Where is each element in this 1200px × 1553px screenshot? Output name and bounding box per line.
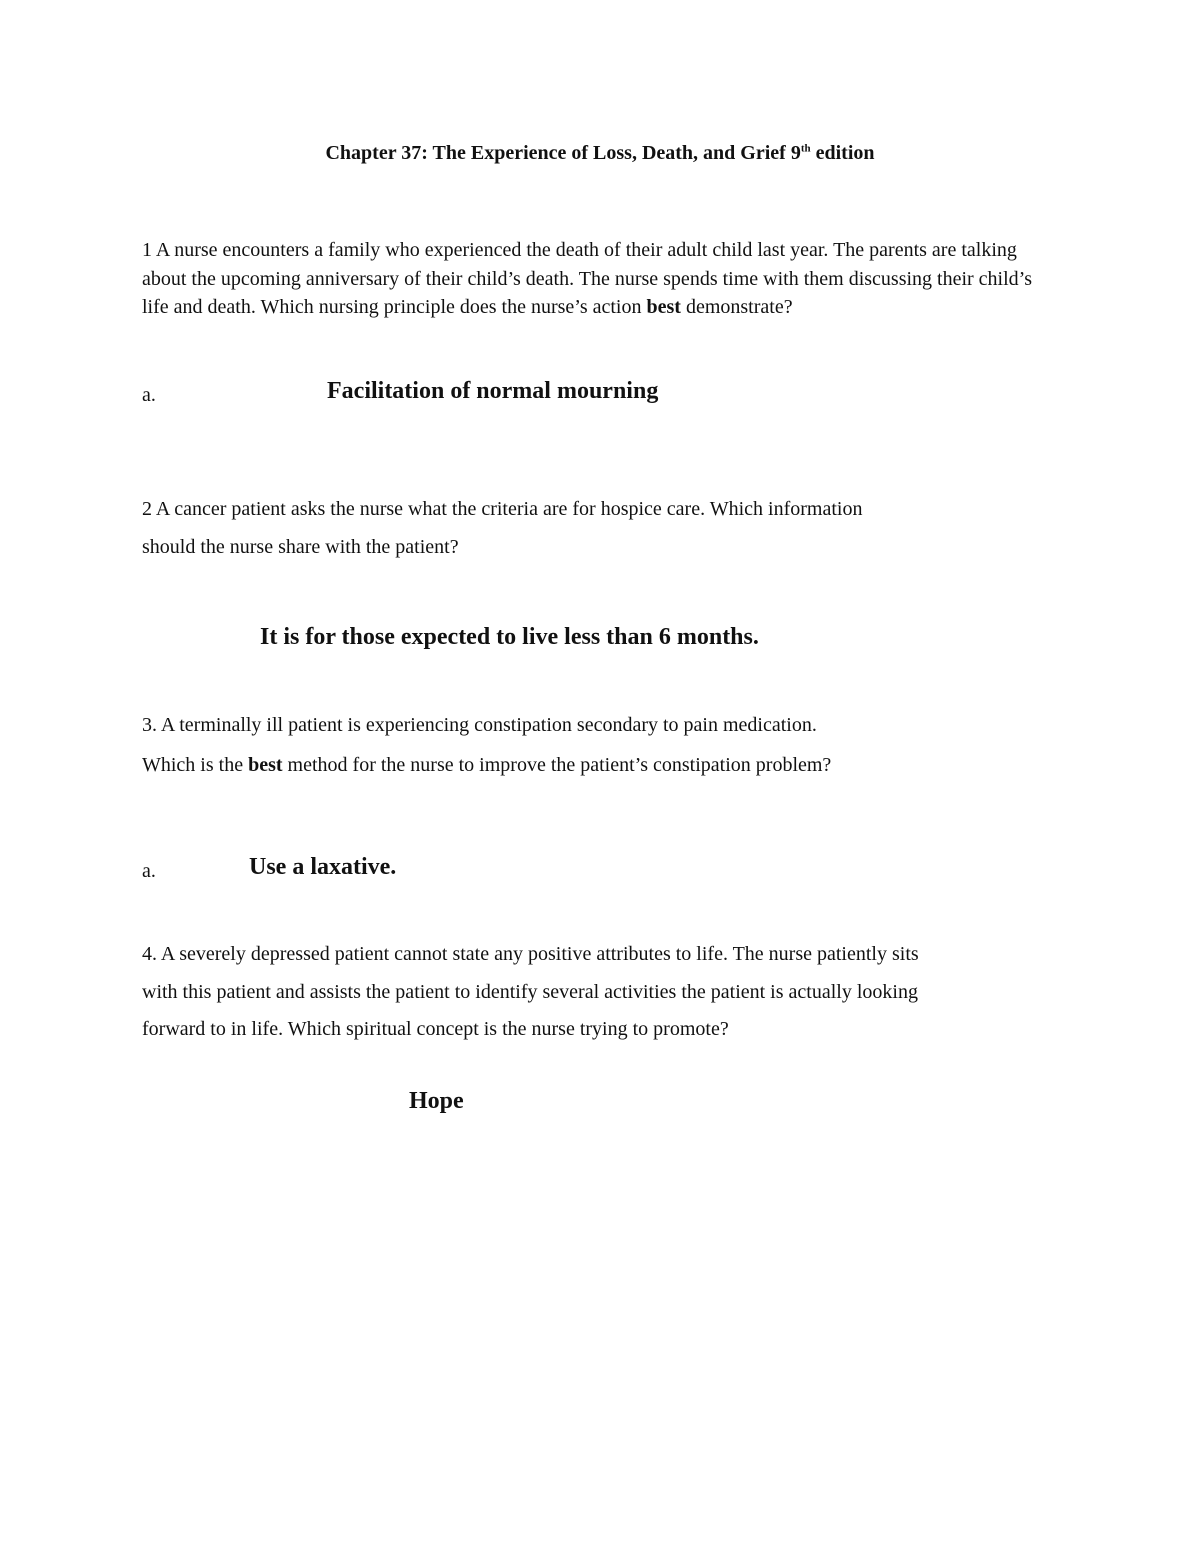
answer-1-letter: a.	[142, 384, 156, 406]
question-3-emphasis: best	[248, 754, 283, 776]
question-2: 2 A cancer patient asks the nurse what the criteria are for hospice care. Which information should the nurse share with the patient?	[142, 498, 863, 558]
answer-4: Hope	[409, 1088, 464, 1114]
question-1-text-start: 1 A nurse encounters a family who experienced the death of their adult child last year. The parents are talking about the upcoming anniversary of their child’s death. The nurse spends time with them discussing their child’s life and death. Which nursing principle does the nurse’s action	[142, 239, 1033, 318]
answer-2: It is for those expected to live less than 6 months.	[260, 624, 759, 650]
question-4: 4. A severely depressed patient cannot state any positive attributes to life. The nurse patiently sits with this patient and assists the patient to identify several activities the patient is actually looking forward to in life. Which spiritual concept is the nurse trying to promote?	[142, 943, 919, 1040]
question-1	[142, 236, 1042, 322]
answer-1: Facilitation of normal mourning	[327, 378, 659, 404]
title-suffix: edition	[810, 142, 875, 164]
question-3-text-end: method for the nurse to improve the patient’s constipation problem?	[282, 754, 832, 776]
question-1-emphasis: best	[646, 296, 681, 318]
question-1-text-end: demonstrate?	[680, 296, 793, 318]
answer-3-letter: a.	[142, 860, 156, 882]
title-superscript: th	[800, 142, 811, 155]
question-3-text-start: 3. A terminally ill patient is experiencing constipation secondary to pain medication. Which is the	[142, 714, 817, 776]
answer-3: Use a laxative.	[249, 854, 397, 880]
title-text: Chapter 37: The Experience of Loss, Death, and Grief 9	[325, 142, 801, 164]
question-3	[142, 705, 862, 785]
page-title	[0, 142, 1200, 165]
